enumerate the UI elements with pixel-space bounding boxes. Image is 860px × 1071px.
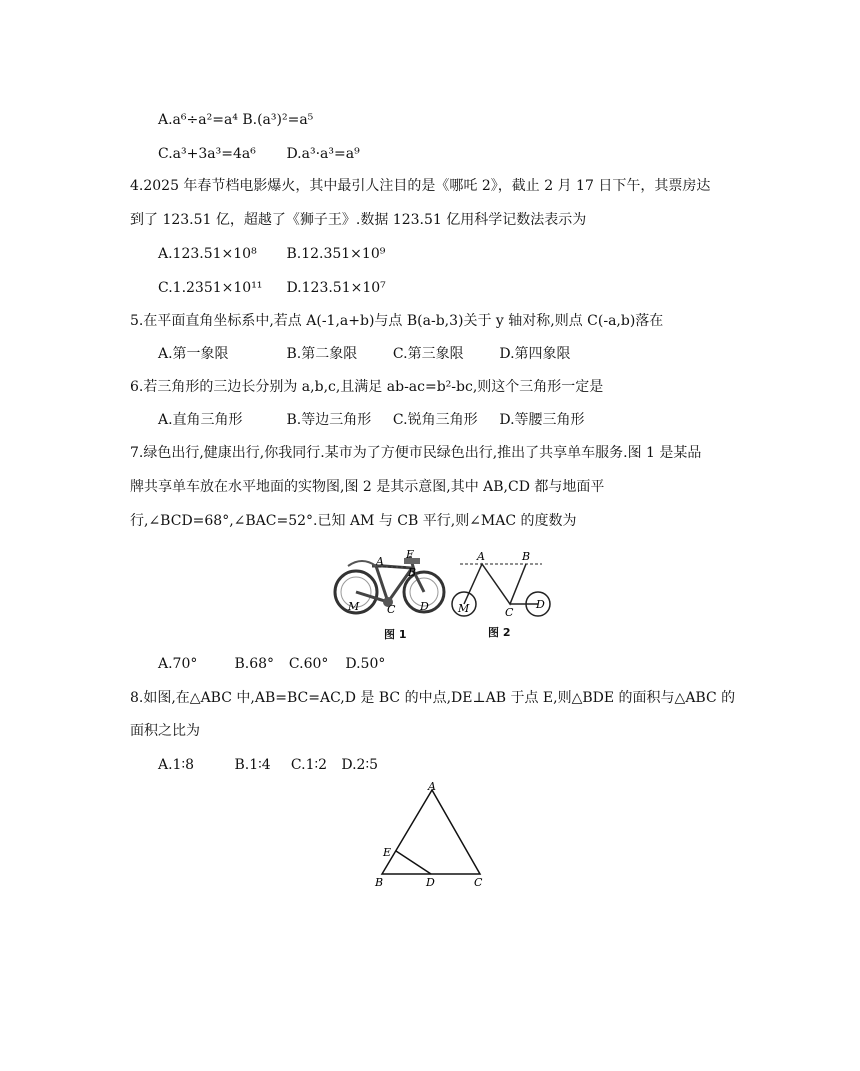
q5-options: [158, 344, 571, 364]
q7-figure-1-bicycle: [332, 546, 446, 624]
fig2-label-a: A: [477, 550, 485, 563]
q3-options-row1: [158, 110, 313, 130]
q4-stem-line1: 4.2025 年春节档电影爆火，其中最引人注目的是《哪吒 2》，截止 2 月 17 日下午，其票房达: [130, 178, 711, 194]
q8-triangle-figure: [372, 780, 492, 890]
fig1-label-m: M: [348, 600, 360, 613]
q4-option-b: B.12.351×10⁹: [286, 246, 386, 262]
q4-option-d: D.123.51×10⁷: [286, 280, 386, 296]
q4-options-row2: [158, 278, 386, 298]
q7-stem-line1: 7.绿色出行,健康出行,你我同行.某市为了方便市民绿色出行,推出了共享单车服务.图 1 是某品: [130, 445, 702, 461]
q7-option-a: A.70°: [158, 656, 198, 672]
q3-option-c: C.a³+3a³=4a⁶: [158, 146, 256, 162]
q3-option-d: D.a³·a³=a⁹: [286, 146, 360, 162]
q8-option-b: B.1∶4: [234, 757, 271, 773]
q7-figure-2-caption: 图 2: [488, 626, 511, 639]
q7-options: [158, 654, 385, 674]
q7-figure-2-schematic: [450, 548, 556, 622]
q8-option-a: A.1∶8: [158, 757, 195, 773]
fig2-label-c: C: [505, 606, 514, 619]
q8-stem-line2: 面积之比为: [130, 723, 200, 739]
fig2-label-m: M: [458, 602, 470, 615]
q3-option-b: B.(a³)²=a⁵: [242, 112, 314, 128]
q6-option-d: D.等腰三角形: [499, 412, 585, 428]
q8-label-a: A: [428, 780, 436, 793]
q6-stem: 6.若三角形的三边长分别为 a,b,c,且满足 ab-ac=b²-bc,则这个三角形一定是: [130, 379, 604, 395]
fig1-label-b: B: [408, 566, 417, 579]
q5-option-b: B.第二象限: [286, 346, 358, 362]
fig2-label-d: D: [536, 598, 545, 611]
bicycle-image: [332, 546, 446, 624]
q3-option-a: A.a⁶÷a²=a⁴: [158, 112, 238, 128]
q5-option-d: D.第四象限: [499, 346, 571, 362]
fig1-label-a: A: [376, 555, 384, 568]
q4-option-c: C.1.2351×10¹¹: [158, 280, 263, 296]
q8-label-e: E: [383, 846, 392, 859]
q8-options: [158, 755, 378, 775]
fig1-label-f: F: [406, 548, 414, 561]
q8-label-d: D: [426, 876, 435, 889]
q4-stem-line2: 到了 123.51 亿，超越了《狮子王》.数据 123.51 亿用科学记数法表示为: [130, 212, 587, 228]
q8-label-c: C: [474, 876, 483, 889]
q4-option-a: A.123.51×10⁸: [158, 246, 257, 262]
q8-stem-line1: 8.如图,在△ABC 中,AB=BC=AC,D 是 BC 的中点,DE⊥AB 于点 E,则△BDE 的面积与△ABC 的: [130, 690, 736, 706]
q7-option-d: D.50°: [345, 656, 386, 672]
q8-label-b: B: [375, 876, 384, 889]
q5-stem: 5.在平面直角坐标系中,若点 A(-1,a+b)与点 B(a-b,3)关于 y 轴对称,则点 C(-a,b)落在: [130, 313, 664, 329]
q5-option-a: A.第一象限: [158, 346, 229, 362]
fig1-label-d: D: [420, 600, 429, 613]
q7-option-b: B.68°: [234, 656, 275, 672]
q6-option-c: C.锐角三角形: [392, 412, 478, 428]
bicycle-schematic-diagram: [450, 548, 556, 622]
q4-options-row1: [158, 244, 385, 264]
q6-option-a: A.直角三角形: [158, 412, 243, 428]
fig2-label-b: B: [522, 550, 531, 563]
q3-options-row2: [158, 144, 360, 164]
q6-options: [158, 410, 585, 430]
q7-stem-line3: 行,∠BCD=68°,∠BAC=52°.已知 AM 与 CB 平行,则∠MAC 的度数为: [130, 513, 577, 529]
q6-option-b: B.等边三角形: [286, 412, 372, 428]
q7-stem-line2: 牌共享单车放在水平地面的实物图,图 2 是其示意图,其中 AB,CD 都与地面平: [130, 479, 605, 495]
q8-option-c: C.1∶2: [290, 757, 328, 773]
triangle-abc-diagram: [372, 780, 492, 890]
fig1-label-c: C: [387, 603, 396, 616]
q8-option-d: D.2∶5: [341, 757, 378, 773]
q7-option-c: C.60°: [288, 656, 329, 672]
q5-option-c: C.第三象限: [392, 346, 464, 362]
q7-figure-1-caption: 图 1: [384, 628, 407, 641]
